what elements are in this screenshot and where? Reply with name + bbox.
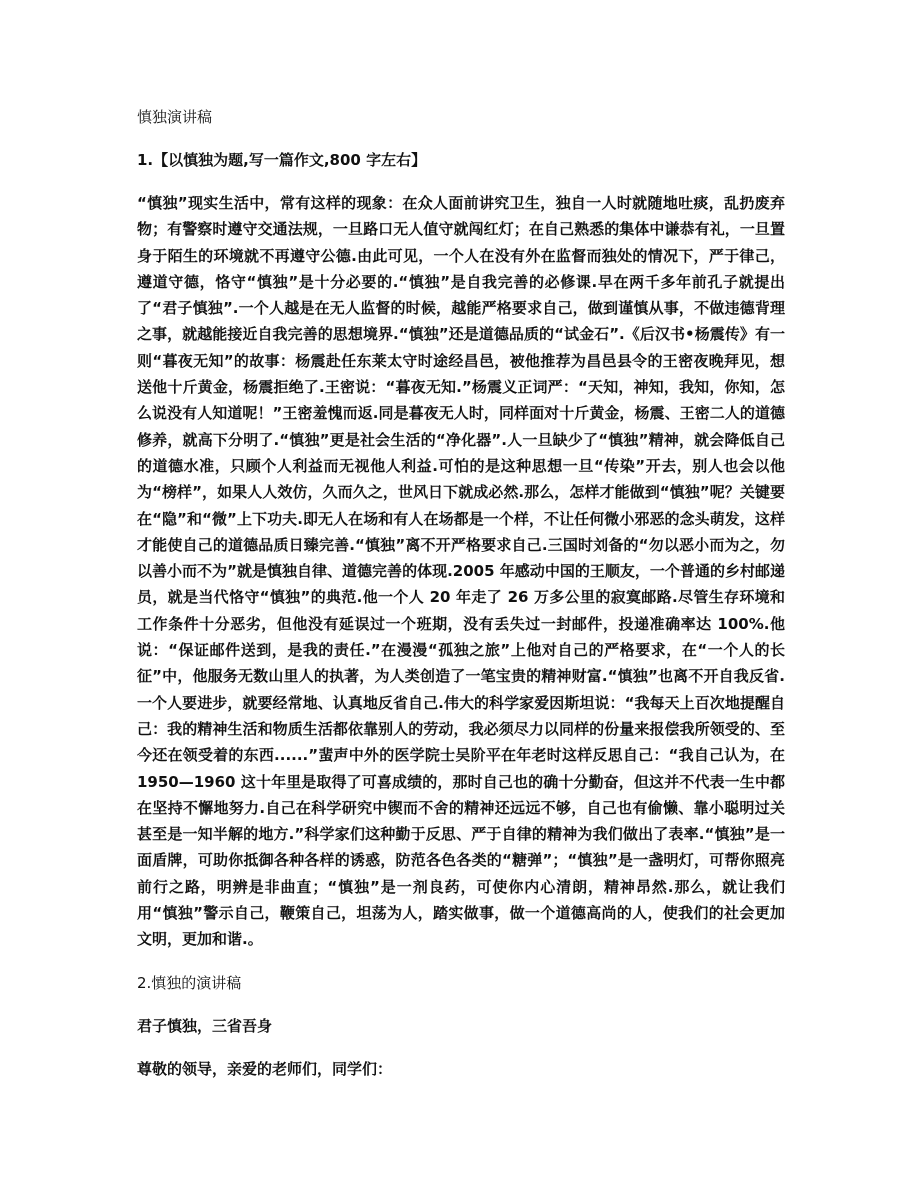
document-page: [137, 104, 785, 1099]
section-2-heading: 2.慎独的演讲稿: [137, 973, 242, 992]
document-title: 慎独演讲稿: [137, 108, 213, 126]
section-1-body: “慎独”现实生活中，常有这样的现象：在众人面前讲究卫生，独自一人时就随地吐痰，乱扔废弃物；有警察时遵守交通法规，一旦路口无人值守就闯红灯；在自己熟悉的集体中谦恭有礼，一旦置身于陌生的环境就不再遵守公德.由此可见，一个人在没有外在监督而独处的情况下，严于律己，遵道守德，恪守“慎独”是十分必要的.“慎独”是自我完善的必修课.早在两千多年前孔子就提出了“君子慎独”.一个人越是在无人监督的时候，越能严格要求自己，做到谨慎从事，不做违德背理之事，就越能接近自我完善的思想境界.“慎独”还是道德品质的“试金石”.《后汉书•杨震传》有一则“暮夜无知”的故事：杨震赴任东莱太守时途经昌邑，被他推荐为昌邑县令的王密夜晚拜见，想送他十斤黄金，杨震拒绝了.王密说：“暮夜无知.”杨震义正词严：“天知，神知，我知，你知，怎么说没有人知道呢！”王密羞愧而返.同是暮夜无人时，同样面对十斤黄金，杨震、王密二人的道德修养，就高下分明了.“慎独”更是社会生活的“净化器”.人一旦缺少了“慎独”精神，就会降低自己的道德水准，只顾个人利益而无视他人利益.可怕的是这种思想一旦“传染”开去，别人也会以他为“榜样”，如果人人效仿，久而久之，世风日下就成必然.那么，怎样才能做到“慎独”呢？关键要在“隐”和“微”上下功夫.即无人在场和有人在场都是一个样，不让任何微小邪恶的念头萌发，这样才能使自己的道德品质日臻完善.“慎独”离不开严格要求自己.三国时刘备的“勿以恶小而为之，勿以善小而不为”就是慎独自律、道德完善的体现.2005 年感动中国的王顺友，一个普通的乡村邮递员，就是当代恪守“慎独”的典范.他一个人 20 年走了 26 万多公里的寂寞邮路.尽管生存环境和工作条件十分恶劣，但他没有延误过一个班期，没有丢失过一封邮件，投递准确率达 100%.他说：“保证邮件送到，是我的责任.”在漫漫“孤独之旅”上他对自己的严格要求，在“一个人的长征”中，他服务无数山里人的执著，为人类创造了一笔宝贵的精神财富.“慎独”也离不开自我反省.一个人要进步，就要经常地、认真地反省自己.伟大的科学家爱因斯坦说：“我每天上百次地提醒自己：我的精神生活和物质生活都依靠别人的劳动，我必须尽力以同样的份量来报偿我所领受的、至今还在领受着的东西......”蜚声中外的医学院士吴阶平在年老时这样反思自己：“我自己认为，在 1950—1960 这十年里是取得了可喜成绩的，那时自己也的确十分勤奋，但这并不代表一生中都在坚持不懈地努力.自己在科学研究中锲而不舍的精神还远远不够，自己也有偷懒、靠小聪明过关甚至是一知半解的地方.”科学家们这种勤于反思、严于自律的精神为我们做出了表率.“慎独”是一面盾牌，可助你抵御各种各样的诱惑，防范各色各类的“糖弹”；“慎独”是一盏明灯，可帮你照亮前行之路，明辨是非曲直；“慎独”是一剂良药，可使你内心清朗，精神昂然.那么，就让我们用“慎独”警示自己，鞭策自己，坦荡为人，踏实做事，做一个道德高尚的人，使我们的社会更加文明，更加和谐.。: [137, 194, 785, 949]
section-2-greeting: 尊敬的领导，亲爱的老师们，同学们：: [137, 1059, 393, 1078]
section-1-heading: 1.【以慎独为题,写一篇作文,800 字左右】: [137, 151, 427, 169]
section-2-subtitle: 君子慎独，三省吾身: [137, 1016, 273, 1035]
